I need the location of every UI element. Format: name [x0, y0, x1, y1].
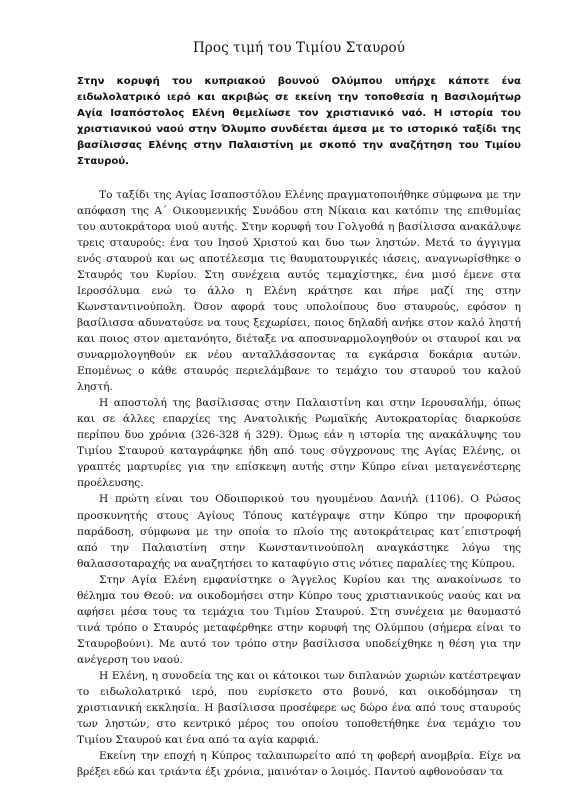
body-paragraph-3: Η πρώτη είναι του Οδοιπορικού του ηγουμένου Δανιήλ (1106). Ο Ρώσος προσκυνητής στους Αγίους Τόπους κατέγραψε στην Κύπρο την προφορική παράδοση, σύμφωνα με την οποία το πλοίο της αυτοκράτειρας κατ΄επιστροφή από την Παλαιστίνη στην Κωνσταντινούπολη αναγκάστηκε λόγω της θαλασσοταραχής να αναζητήσει το καταφύγιο στις νότιες παραλίες της Κύπρου. [77, 493, 521, 570]
body-text [77, 187, 521, 781]
body-paragraph-6: Εκείνη την εποχή η Κύπρος ταλαιπωρείτο από τη φοβερή ανομβρία. Είχε να βρέξει εδώ και τριάντα έξι χρόνια, μαινόταν ο λοιμός. Παντού αφθονούσαν τα [77, 750, 521, 779]
abstract-paragraph: Στην κορυφή του κυπριακού βουνού Ολύμπου υπήρχε κάποτε ένα ειδωλολατρικό ιερό και ακριβώς σε εκείνη την τοποθεσία η Βασιλομήτωρ Αγία Ισαπόστολος Ελένη θεμελίωσε τον χριστιανικό ναό. Η ιστορία του χριστιανικού ναού στην Όλυμπο συνδέεται άμεσα με το ιστορικό ταξίδι της βασίλισσας Ελένης στην Παλαιστίνη με σκοπό την αναζήτηση του Τιμίου Σταυρού. [77, 76, 521, 168]
body-paragraph-1: Το ταξίδι της Αγίας Ισαποστόλου Ελένης πραγματοποιήθηκε σύμφωνα με την απόφαση της Α΄ Οικουμενικής Συνόδου στη Νίκαια και κατόπιν της επιθυμίας του αυτοκράτορα υιού αυτής. Στην κορυφή του Γολγοθά η βασίλισσα ανακάλυψε τρεις σταυρούς: ένα του Ιησού Χριστού και δυο των ληστών. Μετά το άγγιγμα ενός σταυρού και ως αποτέλεσμα τις θαυματουργικές ιάσεις, αναγνωρίσθηκε ο Σταυρός του Κυρίου. Στη συνέχεια αυτός τεμαχίστηκε, ένα μισό έμενε στα Ιεροσόλυμα ενώ το άλλο η Ελένη κράτησε και πήρε μαζί της στην Κωνσταντινούπολη. Όσον αφορά τους υπολοίπους δυο σταυρούς, εφόσον η βασίλισσα αδυνατούσε να τους ξεχωρίσει, ποιος δηλαδή ανήκε στον καλό ληστή και ποιος στον αμετανόητο, διέταξε να αποσυναρμολογηθούν οι σταυροί και να συναρμολογηθούν εκ νέου ανταλλάσσοντας τα εγκάρσια δοκάρια αυτών. Επομένως ο κάθε σταυρός περιελάμβανε το τεμάχιο του σταυρού του καλού ληστή. [77, 188, 521, 394]
body-paragraph-5: Η Ελένη, η συνοδεία της και οι κάτοικοι των διπλανών χωριών κατέστρεψαν το ειδωλολατρικό ιερό, που ευρίσκετο στο βουνό, και οικοδόμησαν τη χριστιανική εκκλησία. Η βασίλισσα προσέφερε ως δώρο ένα από τους σταυρούς των ληστών, στο κεντρικό μέρος του οποίου τοποθετήθηκε ένα τεμάχιο του Τιμίου Σταυρού και ένα από τα αγία καρφιά. [77, 669, 521, 747]
document-title: Προς τιμή του Τιμίου Σταυρού [192, 40, 406, 56]
body-paragraph-2: Η αποστολή της βασίλισσας στην Παλαιστίνη και στην Ιερουσαλήμ, όπως και σε άλλες επαρχίες της Ανατολικής Ρωμαϊκής Αυτοκρατορίας διαρκούσε περίπου δυο χρόνια (326-328 ή 329). Όμως εάν η ιστορία της ανακάλυψης του Τιμίου Σταυρού καταγράφηκε ήδη από τους σύγχρονους της Αγίας Ελένης, οι γραπτές μαρτυρίες για την επίσκεψη αυτής στην Κύπρο είναι μεταγενέστερης προέλευσης. [77, 397, 521, 490]
body-paragraph-4: Στην Αγία Ελένη εμφανίστηκε ο Άγγελος Κυρίου και της ανακοίνωσε το θέλημα του Θεού: να οικοδομήσει στην Κύπρο τους χριστιανικούς ναούς και να αφήσει μέσα τους τα τεμάχια του Τιμίου Σταυρού. Στη συνέχεια με θαυμαστό τινά τρόπο ο Σταυρός μεταφέρθηκε στην κορυφή της Ολύμπου (σήμερα είναι το Σταυροβούνι). Με αυτό τον τρόπο στην βασίλισσα υποδείχθηκε η θέση για την ανέγερση του ναού. [77, 573, 521, 666]
